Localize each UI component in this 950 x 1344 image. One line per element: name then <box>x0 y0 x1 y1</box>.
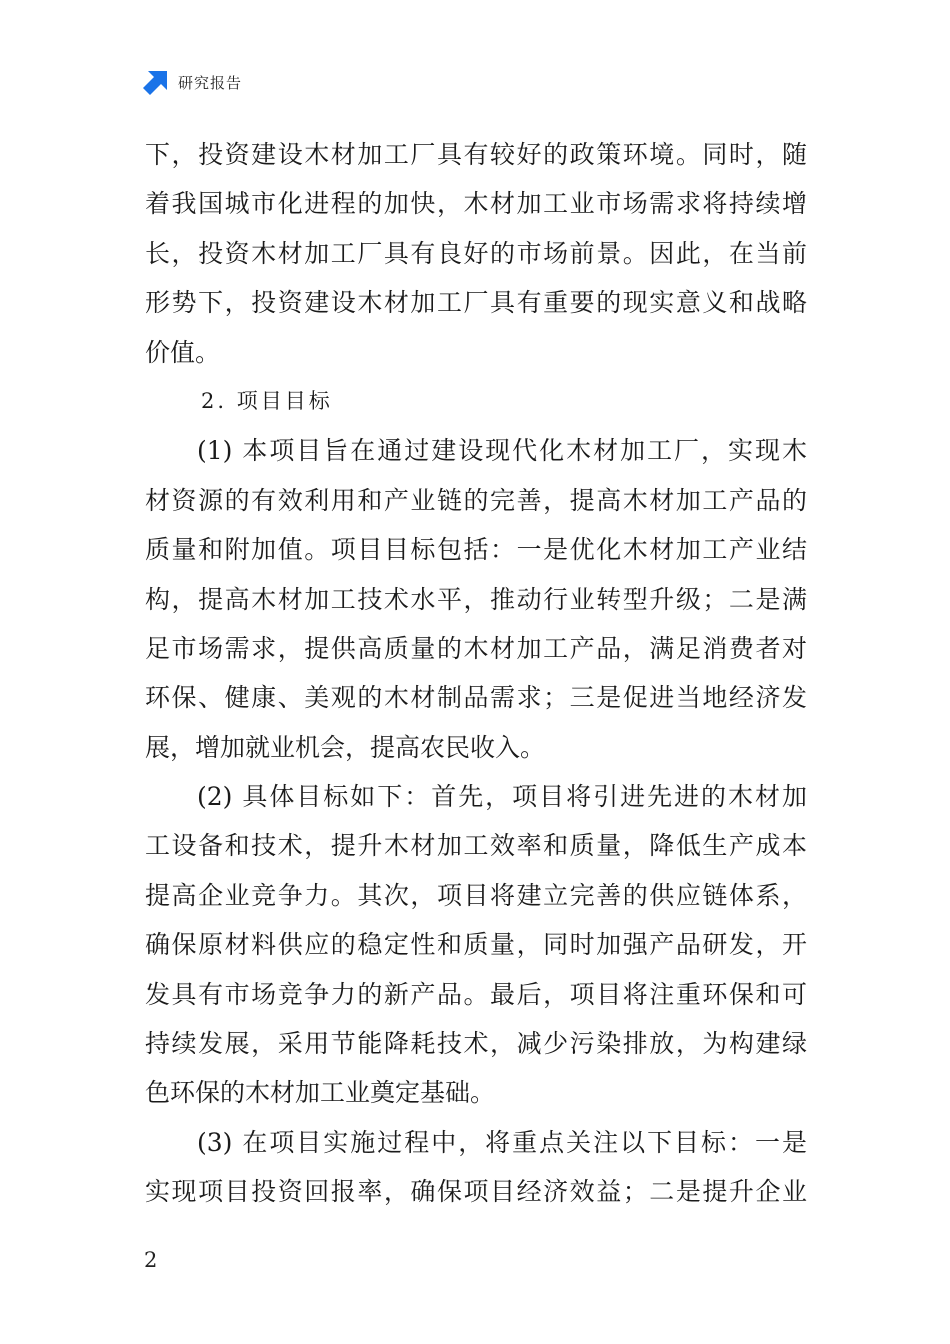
arrow-logo-icon <box>143 69 169 95</box>
body-line: 着我国城市化进程的加快，木材加工业市场需求将持续增 <box>145 189 807 219</box>
header-title: 研究报告 <box>178 73 243 92</box>
body-line: 下，投资建设木材加工厂具有较好的政策环境。同时，随 <box>145 140 807 169</box>
body-line: 构，提高木材加工技术水平，推动行业转型升级；二是满 <box>145 584 807 614</box>
body-line: 价值。 <box>145 337 221 367</box>
body-line: 形势下，投资建设木材加工厂具有重要的现实意义和战略 <box>145 288 807 318</box>
paragraph-start: (2) 具体目标如下：首先，项目将引进先进的木材加 <box>197 782 807 812</box>
body-line: 足市场需求，提供高质量的木材加工产品，满足消费者对 <box>145 633 807 663</box>
body-line: 工设备和技术，提升木材加工效率和质量，降低生产成本 <box>145 831 807 861</box>
page-number: 2 <box>144 1248 158 1272</box>
paragraph-start: (1) 本项目旨在通过建设现代化木材加工厂，实现木 <box>197 436 807 466</box>
page-header <box>143 68 242 96</box>
section-heading: 2. 项目目标 <box>201 388 333 413</box>
body-line: 材资源的有效利用和产业链的完善，提高木材加工产品的 <box>145 485 807 515</box>
body-line: 提高企业竞争力。其次，项目将建立完善的供应链体系， <box>145 880 807 910</box>
body-line: 确保原材料供应的稳定性和质量，同时加强产品研发，开 <box>145 930 807 960</box>
body-line: 发具有市场竞争力的新产品。最后，项目将注重环保和可 <box>145 979 807 1009</box>
paragraph-start: (3) 在项目实施过程中，将重点关注以下目标：一是 <box>197 1127 807 1157</box>
body-line: 展，增加就业机会，提高农民收入。 <box>145 732 546 762</box>
body-line: 持续发展，采用节能降耗技术，减少污染排放，为构建绿 <box>145 1029 807 1059</box>
body-line: 长，投资木材加工厂具有良好的市场前景。因此，在当前 <box>145 238 807 268</box>
body-line: 色环保的木材加工业奠定基础。 <box>145 1078 496 1108</box>
body-line: 质量和附加值。项目目标包括：一是优化木材加工产业结 <box>145 535 807 565</box>
body-line: 实现项目投资回报率，确保项目经济效益；二是提升企业 <box>145 1177 807 1207</box>
body-line: 环保、健康、美观的木材制品需求；三是促进当地经济发 <box>145 683 807 713</box>
document-body <box>145 130 807 1217</box>
